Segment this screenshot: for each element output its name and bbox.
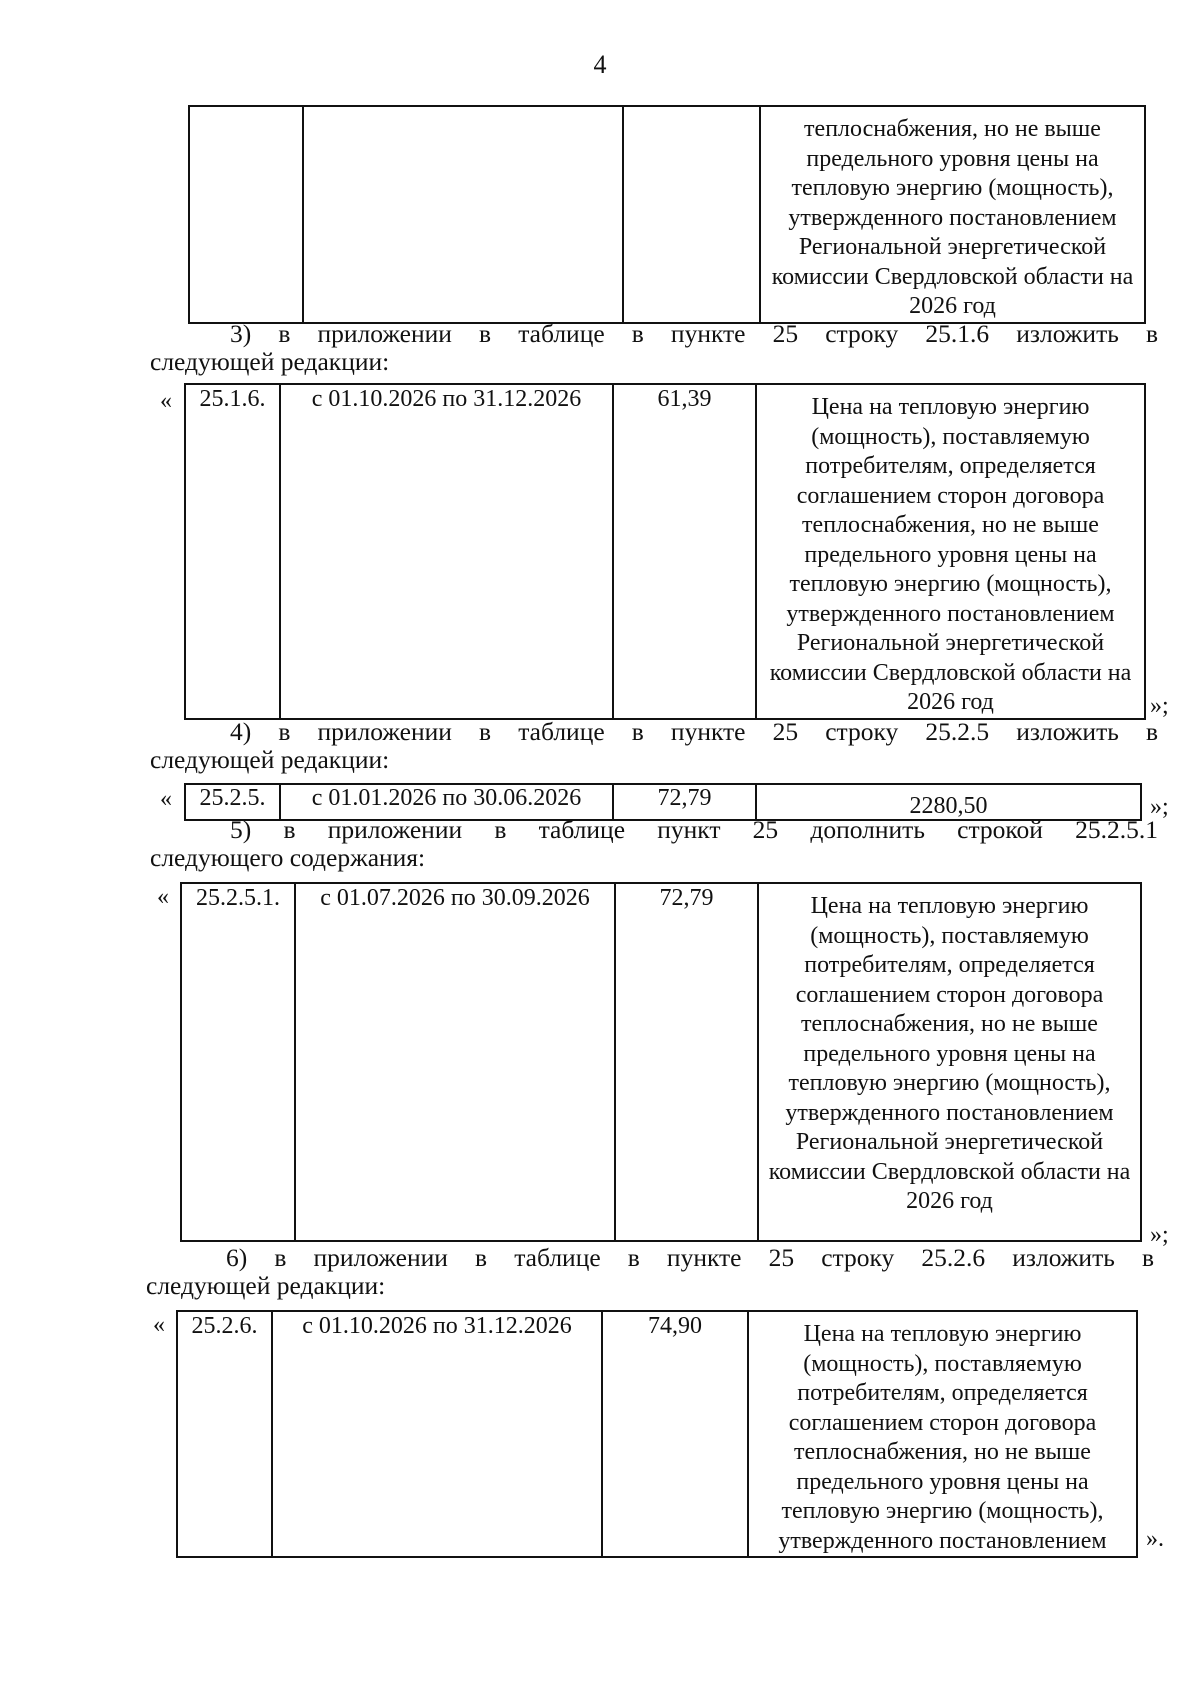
- paragraph-line: следующей редакции:: [150, 745, 390, 774]
- cell-value: 72,79: [615, 883, 758, 1241]
- paragraph-line: 5) в приложении в таблице пункт 25 дополнить строкой 25.2.5.1: [230, 815, 1158, 844]
- cell-price: 2280,50: [756, 784, 1141, 820]
- cell-price: Цена на тепловую энергию (мощность), поставляемую потребителям, определяется соглашением сторон договора теплоснабжения, но не выше предельного уровня цены на тепловую энергию (мощность), утвержденного постановлением Региональной энергетической комиссии Свердловской области на 2026 год: [756, 384, 1145, 719]
- close-quote: ».: [1146, 1526, 1164, 1552]
- cell-period: с 01.10.2026 по 31.12.2026: [280, 384, 613, 719]
- paragraph-line: 3) в приложении в таблице в пункте 25 строку 25.1.6 изложить в: [230, 319, 1158, 348]
- cell-period: [303, 106, 623, 323]
- close-quote: »;: [1150, 1222, 1169, 1248]
- cell-period: с 01.07.2026 по 30.09.2026: [295, 883, 615, 1241]
- paragraph-line: следующей редакции:: [146, 1271, 386, 1300]
- amendment-paragraph-3: [150, 320, 1158, 376]
- paragraph-line: следующей редакции:: [150, 347, 390, 376]
- paragraph-line: 4) в приложении в таблице в пункте 25 строку 25.2.5 изложить в: [230, 717, 1158, 746]
- table-row-25-2-5-1: [180, 882, 1142, 1242]
- cell-value: 61,39: [613, 384, 756, 719]
- open-quote: «: [153, 1312, 165, 1338]
- table-row-fragment: [188, 105, 1146, 324]
- cell-price: теплоснабжения, но не выше предельного уровня цены на тепловую энергию (мощность), утвержденного постановлением Региональной энергетической комиссии Свердловской области на 2026 год: [760, 106, 1145, 323]
- close-quote: »;: [1150, 693, 1169, 719]
- amendment-paragraph-5: [150, 816, 1158, 872]
- table-row-25-2-6: [176, 1310, 1138, 1558]
- cell-price: Цена на тепловую энергию (мощность), поставляемую потребителям, определяется соглашением сторон договора теплоснабжения, но не выше предельного уровня цены на тепловую энергию (мощность), утвержденного постановлением Региональной энергетической комиссии Свердловской области на 2026 год: [758, 883, 1141, 1241]
- paragraph-line: следующего содержания:: [150, 843, 426, 872]
- cell-number: 25.2.5.1.: [181, 883, 295, 1241]
- open-quote: «: [157, 884, 169, 910]
- cell-value: [623, 106, 760, 323]
- close-quote: »;: [1150, 794, 1169, 820]
- cell-period: с 01.10.2026 по 31.12.2026: [272, 1311, 602, 1557]
- amendment-paragraph-4: [150, 718, 1158, 774]
- amendment-paragraph-6: [146, 1244, 1154, 1300]
- table-row-25-1-6: [184, 383, 1146, 720]
- paragraph-line: 6) в приложении в таблице в пункте 25 строку 25.2.6 изложить в: [226, 1243, 1154, 1272]
- cell-price: Цена на тепловую энергию (мощность), поставляемую потребителям, определяется соглашением сторон договора теплоснабжения, но не выше предельного уровня цены на тепловую энергию (мощность), утвержденного постановлением: [748, 1311, 1137, 1557]
- open-quote: «: [160, 388, 172, 414]
- cell-number: 25.2.5.: [185, 784, 280, 820]
- cell-period: с 01.01.2026 по 30.06.2026: [280, 784, 613, 820]
- cell-number: [189, 106, 303, 323]
- open-quote: «: [160, 786, 172, 812]
- cell-number: 25.1.6.: [185, 384, 280, 719]
- cell-number: 25.2.6.: [177, 1311, 272, 1557]
- page-number: 4: [593, 50, 607, 79]
- cell-value: 72,79: [613, 784, 756, 820]
- cell-value: 74,90: [602, 1311, 748, 1557]
